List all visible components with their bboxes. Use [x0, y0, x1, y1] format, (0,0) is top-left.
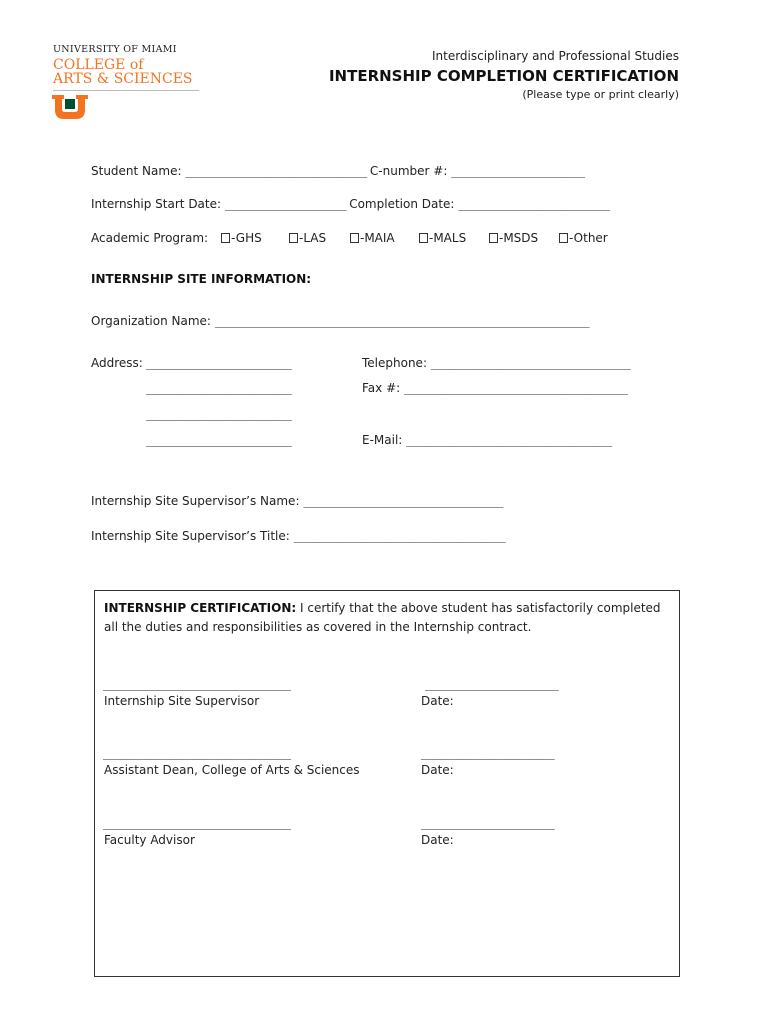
date-label-assistant-dean: Date:: [421, 763, 454, 777]
address-label: Address:: [91, 356, 143, 370]
telephone-row: [362, 356, 630, 370]
academic-program-label: Academic Program:: [91, 231, 209, 245]
supervisor-name-label: Internship Site Supervisor’s Name:: [91, 494, 300, 508]
certification-text: I certify that the above student has satisfactorily completed all the duties and responsibilities as covered in the Internship contract.: [104, 601, 661, 634]
date-label-faculty-advisor: Date:: [421, 833, 454, 847]
fax-label: Fax #:: [362, 381, 401, 395]
program-option-label: -MALS: [429, 231, 467, 245]
fax-row: [362, 381, 627, 395]
telephone-label: Telephone:: [362, 356, 427, 370]
address-line-3[interactable]: ________________________: [146, 407, 291, 421]
certification-statement: [104, 599, 664, 637]
program-option-label: -Other: [569, 231, 608, 245]
site-info-heading: INTERNSHIP SITE INFORMATION:: [91, 272, 312, 286]
signer-faculty-advisor: Faculty Advisor: [104, 833, 195, 847]
program-option-label: -MAIA: [360, 231, 395, 245]
organization-row: [91, 314, 588, 328]
supervisor-title-label: Internship Site Supervisor’s Title:: [91, 529, 290, 543]
signature-line-assistant-dean[interactable]: _______________________________: [103, 746, 290, 760]
signer-site-supervisor: Internship Site Supervisor: [104, 694, 260, 708]
organization-field[interactable]: ______________________________________________________________: [214, 314, 589, 328]
dates-row: [91, 197, 609, 211]
date-line-faculty-advisor[interactable]: ______________________: [421, 816, 554, 830]
checkbox-icon[interactable]: [559, 233, 568, 243]
department-name: Interdisciplinary and Professional Studies: [431, 49, 679, 63]
completion-date-label: Completion Date:: [349, 197, 455, 211]
certification-label: INTERNSHIP CERTIFICATION:: [104, 601, 297, 615]
fax-field[interactable]: _____________________________________: [404, 381, 627, 395]
signer-assistant-dean: Assistant Dean, College of Arts & Sciences: [104, 763, 360, 777]
signature-line-site-supervisor[interactable]: _______________________________: [103, 677, 290, 691]
start-date-label: Internship Start Date:: [91, 197, 222, 211]
program-option-label: -LAS: [299, 231, 327, 245]
logo-college-line2: ARTS & SCIENCES: [53, 71, 193, 87]
form-instructions: (Please type or print clearly): [522, 88, 679, 101]
date-line-site-supervisor[interactable]: ______________________: [425, 677, 558, 691]
checkbox-icon[interactable]: [419, 233, 428, 243]
logo-college-line1: COLLEGE of: [53, 57, 144, 73]
university-u-logo-icon: [52, 95, 88, 119]
program-option-maia[interactable]: [350, 231, 395, 245]
program-option-label: -MSDS: [499, 231, 539, 245]
supervisor-title-field[interactable]: ___________________________________: [293, 529, 505, 543]
supervisor-name-field[interactable]: _________________________________: [303, 494, 503, 508]
student-name-row: [91, 164, 584, 178]
program-option-las[interactable]: [289, 231, 326, 245]
signature-line-faculty-advisor[interactable]: _______________________________: [103, 816, 290, 830]
email-row: [362, 433, 611, 447]
address-line-1[interactable]: ________________________: [146, 356, 291, 370]
logo-college-name: [53, 58, 203, 86]
form-title: INTERNSHIP COMPLETION CERTIFICATION: [328, 67, 679, 85]
completion-date-field[interactable]: _________________________: [458, 197, 609, 211]
program-option-label: -GHS: [231, 231, 262, 245]
telephone-field[interactable]: _________________________________: [430, 356, 630, 370]
organization-label: Organization Name:: [91, 314, 211, 328]
email-field[interactable]: __________________________________: [406, 433, 612, 447]
program-option-other[interactable]: [559, 231, 608, 245]
logo-divider: [53, 90, 199, 91]
program-option-msds[interactable]: [489, 231, 538, 245]
student-name-field[interactable]: ______________________________: [185, 164, 367, 178]
cnumber-label: C-number #:: [369, 164, 448, 178]
program-option-ghs[interactable]: [221, 231, 262, 245]
checkbox-icon[interactable]: [289, 233, 298, 243]
date-label-site-supervisor: Date:: [421, 694, 454, 708]
address-line-4[interactable]: ________________________: [146, 433, 291, 447]
student-name-label: Student Name:: [91, 164, 182, 178]
checkbox-icon[interactable]: [221, 233, 230, 243]
email-label: E-Mail:: [362, 433, 403, 447]
checkbox-icon[interactable]: [350, 233, 359, 243]
cnumber-field[interactable]: ______________________: [451, 164, 584, 178]
supervisor-title-row: [91, 529, 505, 543]
supervisor-name-row: [91, 494, 502, 508]
certification-box: [94, 590, 680, 977]
logo-university-name: UNIVERSITY OF MIAMI: [53, 44, 177, 55]
program-option-mals[interactable]: [419, 231, 466, 245]
start-date-field[interactable]: ____________________: [224, 197, 346, 211]
date-line-assistant-dean[interactable]: ______________________: [421, 746, 554, 760]
address-line-2[interactable]: ________________________: [146, 381, 291, 395]
checkbox-icon[interactable]: [489, 233, 498, 243]
